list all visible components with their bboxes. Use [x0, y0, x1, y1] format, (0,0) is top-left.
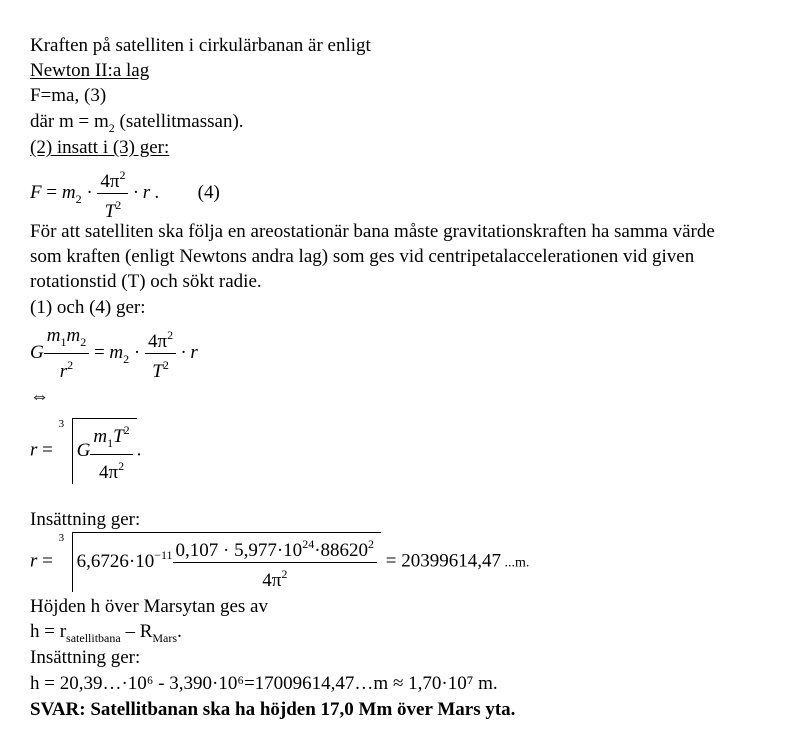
combine-heading: (1) och (4) ger: [30, 297, 146, 318]
eq4-den-sup: 2 [115, 198, 122, 212]
equation-3: F=ma, (3) [30, 85, 107, 106]
eq5-dot: · [129, 341, 145, 363]
eq5-m-sub: 2 [123, 351, 130, 366]
eq4-dot: · [81, 181, 98, 203]
equivalence-arrow: ⇔ [30, 386, 49, 407]
eq5-G: G [30, 341, 44, 363]
insertion-heading-2: Insättning ger: [30, 647, 141, 668]
eq4-fraction [97, 164, 128, 223]
answer-line: SVAR: Satellitbanan ska ha höjden 17,0 Mm över Mars yta. [30, 699, 516, 720]
eq7-result-unit: ...m. [500, 555, 530, 571]
eq5-tail: · r [176, 341, 198, 363]
eq6-root-index: 3 [58, 418, 65, 430]
eq5-den2: T [152, 361, 163, 382]
equation-numeric [30, 532, 529, 592]
eq5-num2: 4π [147, 331, 168, 352]
height-formula-end: . [177, 621, 182, 642]
height-formula-h: h = r [30, 621, 67, 642]
mass-subscript: 2 [108, 121, 115, 135]
height-formula-sub2: Mars [152, 631, 178, 645]
eq5-den2-sup: 2 [162, 358, 169, 372]
eq5-den: r [59, 360, 68, 382]
eq7-root-index: 3 [58, 532, 65, 544]
mass-text-tail: (satellitmassan). [114, 111, 244, 132]
paragraph-line-3: rotationstid (T) och sökt radie. [30, 271, 262, 292]
eq7-num: 0,107 · 5,977·10 [175, 540, 303, 561]
eq4-label: (4) [197, 181, 220, 203]
eq5-m2-sub: 2 [80, 334, 87, 349]
height-heading: Höjden h över Marsytan ges av [30, 596, 268, 617]
eq5-num2-sup: 2 [167, 328, 174, 342]
height-formula-sub1: satellitbana [66, 631, 121, 645]
eq7-den: 4π [262, 570, 282, 591]
eq7-coef-sup: −11 [154, 547, 173, 562]
eq6-cube-root [58, 418, 137, 484]
height-formula-R: – R [120, 621, 153, 642]
substitution-heading: (2) insatt i (3) ger: [30, 137, 170, 158]
eq7-den-sup: 2 [281, 567, 288, 581]
eq6-den-sup: 2 [118, 459, 125, 473]
eq6-T: T [113, 426, 124, 447]
eq4-equals: = [41, 181, 62, 203]
eq5-equals: = [89, 341, 110, 363]
eq5-den-sup: 2 [67, 357, 74, 372]
eq4-num: 4π [100, 171, 120, 192]
eq6-m1: m [93, 426, 108, 447]
eq4-num-sup: 2 [119, 168, 126, 182]
eq6-T-sup: 2 [123, 423, 130, 437]
eq7-coef: 6,6726·10 [76, 550, 155, 572]
intro-line: Kraften på satelliten i cirkulärbanan är enligt [30, 35, 371, 56]
eq6-m1-sub: 1 [107, 436, 114, 450]
eq5-m: m [109, 341, 124, 363]
paragraph-line-2: som kraften (enligt Newtons andra lag) som ges vid centripetalaccelerationen vid given [30, 246, 695, 267]
newton-heading: Newton II:a lag [30, 60, 150, 81]
eq5-m1-sub: 1 [60, 334, 67, 349]
eq6-fraction [90, 419, 132, 484]
insertion-heading-1: Insättning ger: [30, 509, 141, 530]
eq6-G: G [76, 439, 91, 461]
eq4-den: T [104, 201, 116, 222]
eq6-tail: . [136, 439, 142, 461]
eq7-lhs: r [30, 550, 38, 572]
paragraph-line-1: För att satelliten ska följa en areostationär bana måste gravitationskraften ha samma värde [30, 221, 715, 242]
eq4-m: m [61, 181, 76, 203]
eq4-lhs: F [30, 181, 42, 203]
equation-4 [30, 164, 220, 223]
eq5-m2: m [66, 324, 81, 346]
eq7-fraction [173, 533, 377, 592]
eq6-lhs: r [30, 439, 38, 461]
eq4-tail: · r . [128, 181, 160, 203]
eq5-m1: m [46, 324, 61, 346]
mass-text: där m = m [30, 111, 109, 132]
eq7-result: = 20399614,47 [381, 550, 501, 572]
height-calculation: h = 20,39…·10⁶ - 3,390·10⁶=17009614,47…m ≈ 1,70·10⁷ m. [30, 673, 498, 694]
eq7-equals: = [37, 550, 58, 572]
equation-balance [30, 324, 198, 383]
eq6-den: 4π [98, 462, 119, 483]
eq7-num-sup2: 2 [368, 537, 375, 551]
eq5-fraction-left [44, 325, 89, 383]
eq7-cube-root [58, 532, 381, 592]
eq7-num-sup1: 24 [302, 537, 315, 551]
eq5-fraction-right [145, 324, 176, 383]
eq7-num2: ·88620 [314, 540, 369, 561]
equation-radius [30, 418, 141, 484]
eq4-m-sub: 2 [75, 191, 82, 206]
eq6-equals: = [37, 439, 58, 461]
